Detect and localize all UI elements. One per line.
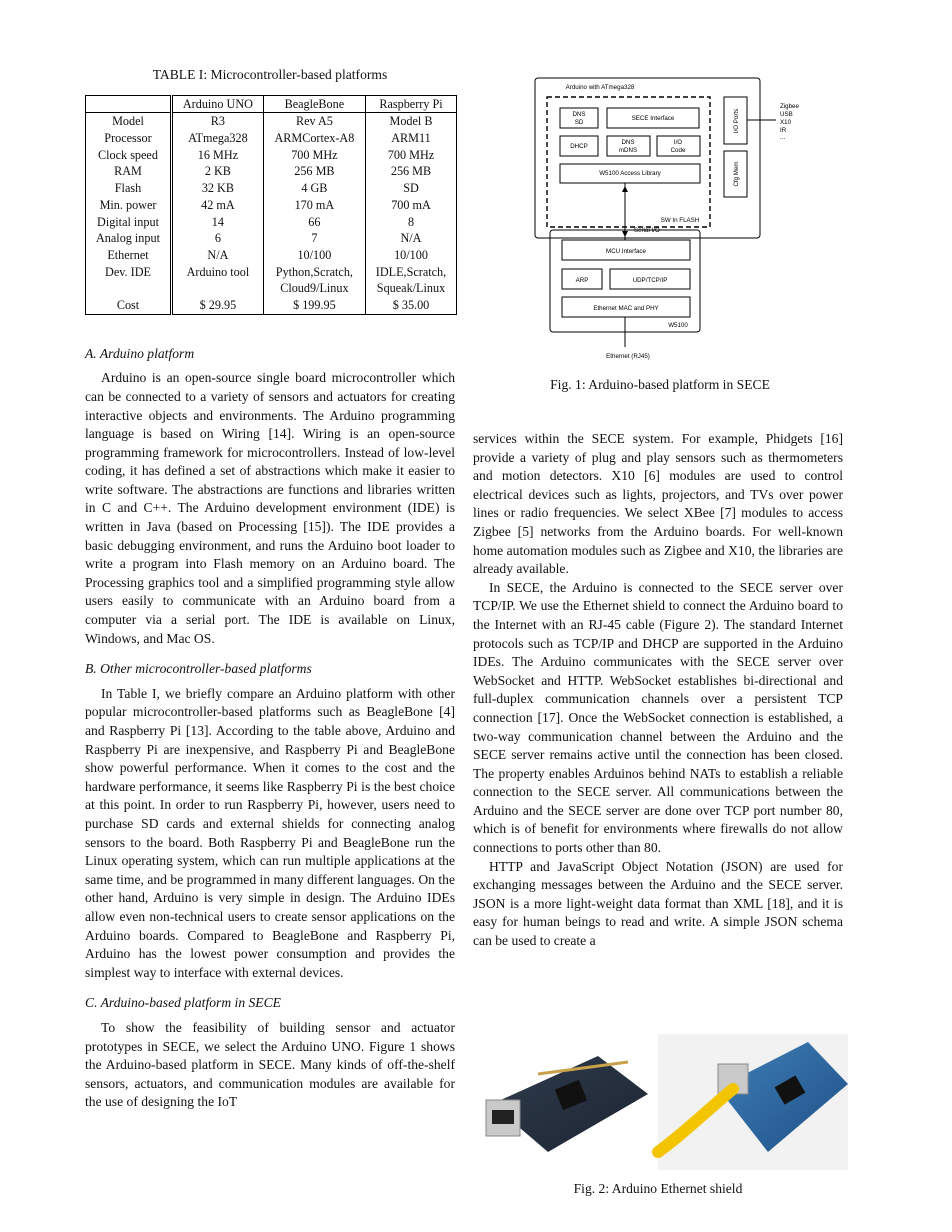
fig1-outer-label: Arduino with ATmega328 [565,84,635,91]
table-cell: 8 [407,214,415,229]
table-cell: R3 [172,113,264,130]
fig1-ext-x10: X10 [780,119,792,126]
arrow-down-icon [622,231,628,237]
table-row [86,297,457,314]
table-cell: RAM [86,163,172,180]
rj45-port-left [492,1110,514,1124]
fig1-ethernet-rj45: Ethernet (RJ45) [606,353,650,360]
table-cell: 10/100 [394,247,428,262]
table-cell: Squeak/Linux [376,281,446,296]
table-cell: Ethernet [86,247,172,264]
table-cell: Processor [86,130,172,147]
table-cell: Digital input [86,214,172,231]
table-cell: $ 35.00 [392,298,430,313]
table-cell: $ 29.95 [172,297,264,314]
table-cell: 170 mA [263,197,365,214]
table-cell: 2 KB [172,163,264,180]
figure-1-diagram [530,75,820,375]
fig1-cfg-mem: Cfg Mem [733,161,740,187]
table-header-cell: Arduino UNO [172,95,264,113]
table-cell: 7 [263,230,365,247]
table-cell: Rev A5 [263,113,365,130]
fig1-ext-more: ... [780,134,786,141]
table-row [86,130,457,147]
table-cell [86,280,172,297]
left-column [85,66,455,1112]
fig1-io-code-1: I/O [673,139,683,146]
table-cell: ARM11 [391,131,431,145]
table-cell: 14 [172,214,264,231]
table-cell: N/A [172,247,264,264]
table-header-cell: Raspberry Pi [365,95,456,113]
fig1-dhcp: DHCP [570,143,588,150]
fig1-ext-usb: USB [780,111,793,118]
table-row [86,197,457,214]
table-cell: Min. power [86,197,172,214]
platform-table [85,95,457,315]
table-row [86,280,457,297]
paragraph: In SECE, the Arduino is connected to the SECE server over TCP/IP. We use the Ethernet shield to connect the Arduino board to the Internet with an RJ-45 cable (Figure 2). The standard Internet protocols such as TCP/IP and DHCP are supported in the Arduino IDEs. The Arduino communicates with the SECE server over WebSocket and HTTP. WebSocket establishes bi-directional and full-duplex communication channels over a persistent TCP connection [17]. Once the WebSocket connection is established, a two-way communication channel between the Arduino and the SECE server remains active until the connection has been closed. The property enables Arduinos behind NATs to establish a reliable connection to the SECE server. All communications between the Arduino and the SECE server are done over TCP port number 80, which is of benefit for environments where firewalls do not allow connections to ports other than 80. [473,579,843,856]
paragraph: In Table I, we briefly compare an Arduino platform with other popular microcontroller-based platforms such as BeagleBone [4] and Raspberry Pi [13]. According to the table above, Arduino and Raspberry Pi are inexpensive, and Raspberry Pi and BeagleBone show powerful performance. When it comes to the cost and the hardware performance, it seems like Raspberry Pi is the best choice at this point. In order to run Raspberry Pi, however, users need to purchase SD cards and external shields for connecting analog sensors to the board. Both Raspberry Pi and BeagleBone run the Linux operating system, which can run multiple applications at the same time, and be programmed in many different languages. On the other hand, Arduino is very simple in design. The Arduino IDEs allow even non-technical users to create sensor applications on the Arduino boards. Compared to BeagleBone and Raspberry Pi, Arduino has the lowest power consumption and provides the simplest way to interface with external devices. [85,685,455,980]
table-row [86,247,457,264]
table-cell: 700 MHz [387,147,435,162]
table-cell: 700 mA [391,197,431,212]
table-header-cell [86,95,172,113]
table-row [86,214,457,231]
table-cell: 4 GB [263,180,365,197]
table-cell: ARMCortex-A8 [263,130,365,147]
fig1-ext-zigbee: Zigbee [780,103,799,110]
figure-2-caption: Fig. 2: Arduino Ethernet shield [573,1181,743,1196]
arrow-up-icon [622,186,628,192]
table-cell: 16 MHz [172,147,264,164]
table-cell: Cost [86,297,172,314]
table-cell: 256 MB [390,164,432,179]
table-cell: Arduino tool [172,264,264,281]
table-cell: ATmega328 [172,130,264,147]
table-cell: $ 199.95 [263,297,365,314]
table-cell: IDLE,Scratch, [375,264,447,279]
table-caption: TABLE I: Microcontroller-based platforms [152,67,388,82]
table-cell [172,280,264,297]
table-row [86,163,457,180]
table-cell: Flash [86,180,172,197]
fig1-eth-mac-phy: Ethernet MAC and PHY [593,305,659,312]
table-cell: Clock speed [86,147,172,164]
table-cell: Analog input [86,230,172,247]
table-cell: 256 MB [263,163,365,180]
fig1-w5100-lib: W5100 Access Library [599,170,661,177]
paragraph: services within the SECE system. For example, Phidgets [16] provide a variety of plug and play sensors such as thermometers and motion detectors. X10 [6] modules are used to control electrical devices such as lights, projectors, and TVs over power lines or radio frequencies. We select XBee [7] modules to access Zigbee [5] networks from the Arduino boards. For well-known home automation modules such as Zigbee and X10, the libraries are already available. [473,431,843,577]
fig1-dns-sd-2: SD [574,119,584,126]
table-header-row [86,95,457,113]
table-cell: 66 [263,214,365,231]
table-row [86,230,457,247]
table-cell: Cloud9/Linux [263,280,365,297]
fig1-dns-mdns-2: mDNS [618,147,638,154]
fig1-sece-interface: SECE Interface [631,115,675,122]
table-cell: N/A [400,231,422,246]
fig1-arp: ARP [575,277,589,284]
table-cell: SD [403,181,419,196]
table-cell: 10/100 [263,247,365,264]
figure-2-photos [478,1034,848,1170]
fig1-udp-tcp-ip: UDP/TCP/IP [632,277,668,284]
table-row [86,264,457,281]
fig1-dns-mdns-1: DNS [621,139,635,146]
table-cell: Model [86,113,172,130]
table-row [86,113,457,130]
fig1-dns-sd-1: DNS [572,111,586,118]
arduino-box [535,78,760,238]
fig1-serial-io: Serial I/O [634,227,660,234]
section-a-title: A. Arduino platform [85,345,195,361]
table-cell: Python,Scratch, [263,264,365,281]
section-b-title: B. Other microcontroller-based platforms [85,661,312,677]
section-c-title: C. Arduino-based platform in SECE [85,995,281,1011]
fig1-io-code-2: Code [670,147,686,154]
fig1-w5100: W5100 [668,322,688,329]
fig1-sw-flash: SW In FLASH [660,217,700,224]
fig1-ext-ir: IR [780,127,787,134]
figure-1-caption: Fig. 1: Arduino-based platform in SECE [550,377,770,392]
table-cell: Model B [389,114,433,129]
table-cell: Dev. IDE [86,264,172,281]
fig1-io-ports: I/O Ports [733,108,740,134]
paragraph: HTTP and JavaScript Object Notation (JSON) are used for exchanging messages between the Arduino and the SECE server. JSON is a more light-weight data format than XML [18], and it is easy for human beings to read and write. A simple JSON schema can be used to create a [473,858,843,949]
table-row [86,180,457,197]
sw-flash-box [547,97,710,227]
right-column [473,430,843,951]
table-header-cell: BeagleBone [263,95,365,113]
table-cell: 32 KB [172,180,264,197]
table-cell: 42 mA [172,197,264,214]
table-cell: 6 [172,230,264,247]
fig1-mcu-interface: MCU Interface [606,248,646,255]
paragraph: To show the feasibility of building sensor and actuator prototypes in SECE, we select the Arduino UNO. Figure 1 shows the Arduino-based platform in SECE. Many kinds of off-the-shelf sensors, actuators, and communication modules are available for the use of designing the IoT [85,1019,455,1110]
paragraph: Arduino is an open-source single board microcontroller which can be connected to a variety of sensors and actuators for creating interactive objects and environments. The Arduino programming language is based on Wiring [14]. Wiring is an open-source programming framework for microcontrollers. Instead of low-level coding, it has defined a set of abstractions which make it easier to write software. The abstractions are functions and libraries written in C and C++. The Arduino development environment (IDE) is written in Java (based on Processing [15]). The IDE provides a basic debugging environment, and runs the Arduino boot loader to write a program into Flash memory on an Arduino board. The Processing graphics tool and a simplified programming style allow users easily to communicate with an Arduino board from a computer via a serial port. The IDE is available on Linux, Windows, and Mac OS. [85,370,455,646]
table-cell: 700 MHz [263,147,365,164]
table-row [86,147,457,164]
